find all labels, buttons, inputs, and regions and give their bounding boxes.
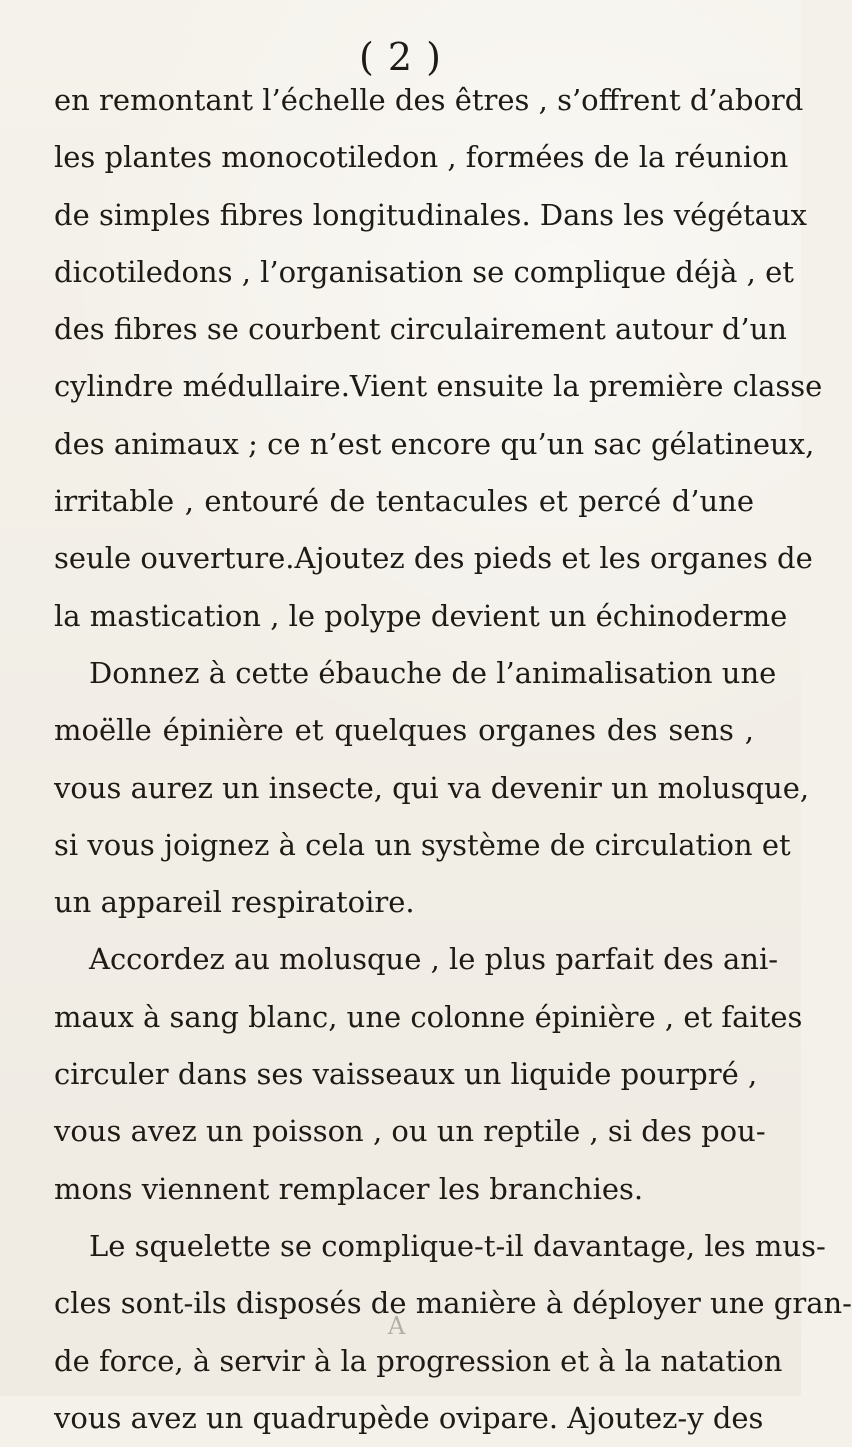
text-line: maux à sang blanc, une colonne épinière , et faites (54, 999, 803, 1034)
text-line: cles sont-ils disposés de manière à déployer une gran- (54, 1286, 852, 1321)
text-line: Accordez au molusque , le plus parfait des ani- (89, 942, 779, 977)
text-line: de simples fibres longitudinales. Dans les végétaux (54, 197, 807, 232)
page-number: ( 2 ) (359, 35, 442, 79)
signature-mark: A (387, 1312, 414, 1340)
text-line: dicotiledons , l’organisation se complique déjà , et (54, 254, 794, 289)
text-line: en remontant l’échelle des êtres , s’offrent d’abord (54, 83, 804, 117)
text-line: les plantes monocotiledon , formées de la réunion (54, 140, 789, 175)
text-line: Le squelette se complique-t-il davantage, les mus- (89, 1228, 826, 1263)
text-line: des fibres se courbent circulairement autour d’un (54, 312, 787, 347)
text-line: moëlle épinière et quelques organes des sens , (54, 713, 754, 748)
body-text (54, 72, 852, 1447)
text-line: un appareil respiratoire. (54, 885, 415, 920)
text-line: Donnez à cette ébauche de l’animalisation une (89, 655, 777, 690)
text-line: si vous joignez à cela un système de circulation et (54, 827, 791, 862)
text-line: cylindre médullaire.Vient ensuite la première classe (54, 369, 823, 404)
text-line: de force, à servir à la progression et à la natation (54, 1343, 783, 1378)
text-line: circuler dans ses vaisseaux un liquide pourpré , (54, 1057, 758, 1092)
text-line: des animaux ; ce n’est encore qu’un sac gélatineux, (54, 426, 815, 461)
text-line: seule ouverture.Ajoutez des pieds et les organes de (54, 541, 813, 576)
text-line: vous avez un poisson , ou un reptile , si des pou- (54, 1114, 766, 1149)
text-line: la mastication , le polype devient un échinoderme (54, 598, 788, 633)
text-line: vous avez un quadrupède ovipare. Ajoutez-y des (54, 1400, 764, 1435)
text-line: vous aurez un insecte, qui va devenir un molusque, (54, 770, 810, 805)
text-line: mons viennent remplacer les branchies. (54, 1171, 644, 1206)
text-line: irritable , entouré de tentacules et percé d’une (54, 484, 754, 519)
